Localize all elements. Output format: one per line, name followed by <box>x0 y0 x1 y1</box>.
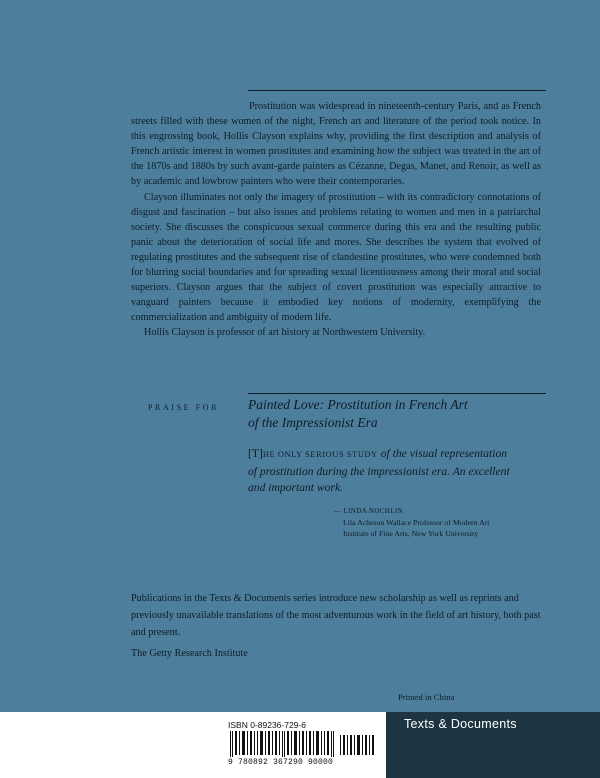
quote-drop-cap: T <box>251 447 259 460</box>
quote-open-bracket: [ <box>248 447 252 460</box>
attribution-title: Lila Acheson Wallace Professor of Modern Art <box>343 518 490 527</box>
author-bio: Hollis Clayson is professor of art history at Northwestern University. <box>144 327 426 339</box>
barcode-icon <box>228 731 378 757</box>
printed-in: Printed in China <box>398 692 455 702</box>
description-paragraph-1: Prostitution was widespread in nineteenth-century Paris, and as French streets filled with these women of the night, French art and literature of the period took notice. In this engrossing book, Hollis Clayson explains why, providing the first description and analysis of French artistic interest in women prostitutes and examining how the subject was treated in the art of the 1870s and 1880s by such avant-garde painters as Cézanne, Degas, Manet, and Renoir, as well as by academic and lowbrow painters who were their contemporaries. <box>131 101 541 188</box>
praised-book-title <box>248 396 548 432</box>
barcode-digits: 9 780892 367290 90000 <box>228 758 334 767</box>
series-note-text: Publications in the Texts & Documents series introduce new scholarship as well as reprints and previously unavailable translations of the most adventurous work in the field of art history, both past and present. <box>131 593 541 638</box>
quote-attribution <box>334 506 564 539</box>
quote-line-3: and important work. <box>248 481 344 494</box>
description-paragraph-2: Clayson illuminates not only the imagery of prostitution – with its contradictory connotations of disgust and fascination – but also issues and problems relating to women and men in a patriarchal society. She discusses the conspicuous sexual commerce during this era and the resulting public panic about the deterioration of social life and mores. She describes the system that evolved of regulating prostitutes and the subsequent rise of clandestine prostitutes, who were condemned both for blurring social boundaries and for spreading sexual licentiousness among their moral and social superiors. Clayson argues that the subject of covert prostitution was especially attractive to vanguard painters because it embodied key notions of modernity, exemplifying the commercialization and ambiguity of modern life. <box>131 191 541 324</box>
isbn-number: ISBN 0-89236-729-6 <box>228 720 306 730</box>
quote-line-1 <box>248 446 548 464</box>
series-name: Texts & Documents <box>404 717 517 731</box>
attribution-name: — LINDA NOCHLIN <box>334 508 404 515</box>
quote-line-2: of prostitution during the impressionist era. An excellent <box>248 464 510 478</box>
quote-close-bracket: ] <box>258 447 263 460</box>
praise-quote <box>248 446 548 497</box>
quote-smallcaps: HE ONLY SERIOUS STUDY <box>262 450 378 459</box>
attribution-institution: Institute of Fine Arts, New York University <box>343 529 479 538</box>
publisher-name: The Getty Research Institute <box>131 648 248 659</box>
series-note <box>131 590 551 641</box>
quote-line-1-rest: of the visual representation <box>377 447 508 460</box>
praise-label: PRAISE FOR <box>148 403 220 412</box>
praise-rule <box>248 393 546 394</box>
praised-title-line-1: Painted Love: Prostitution in French Art <box>248 397 468 412</box>
book-description <box>131 99 541 341</box>
praised-title-line-2: of the Impressionist Era <box>248 415 378 430</box>
top-rule <box>248 90 546 91</box>
